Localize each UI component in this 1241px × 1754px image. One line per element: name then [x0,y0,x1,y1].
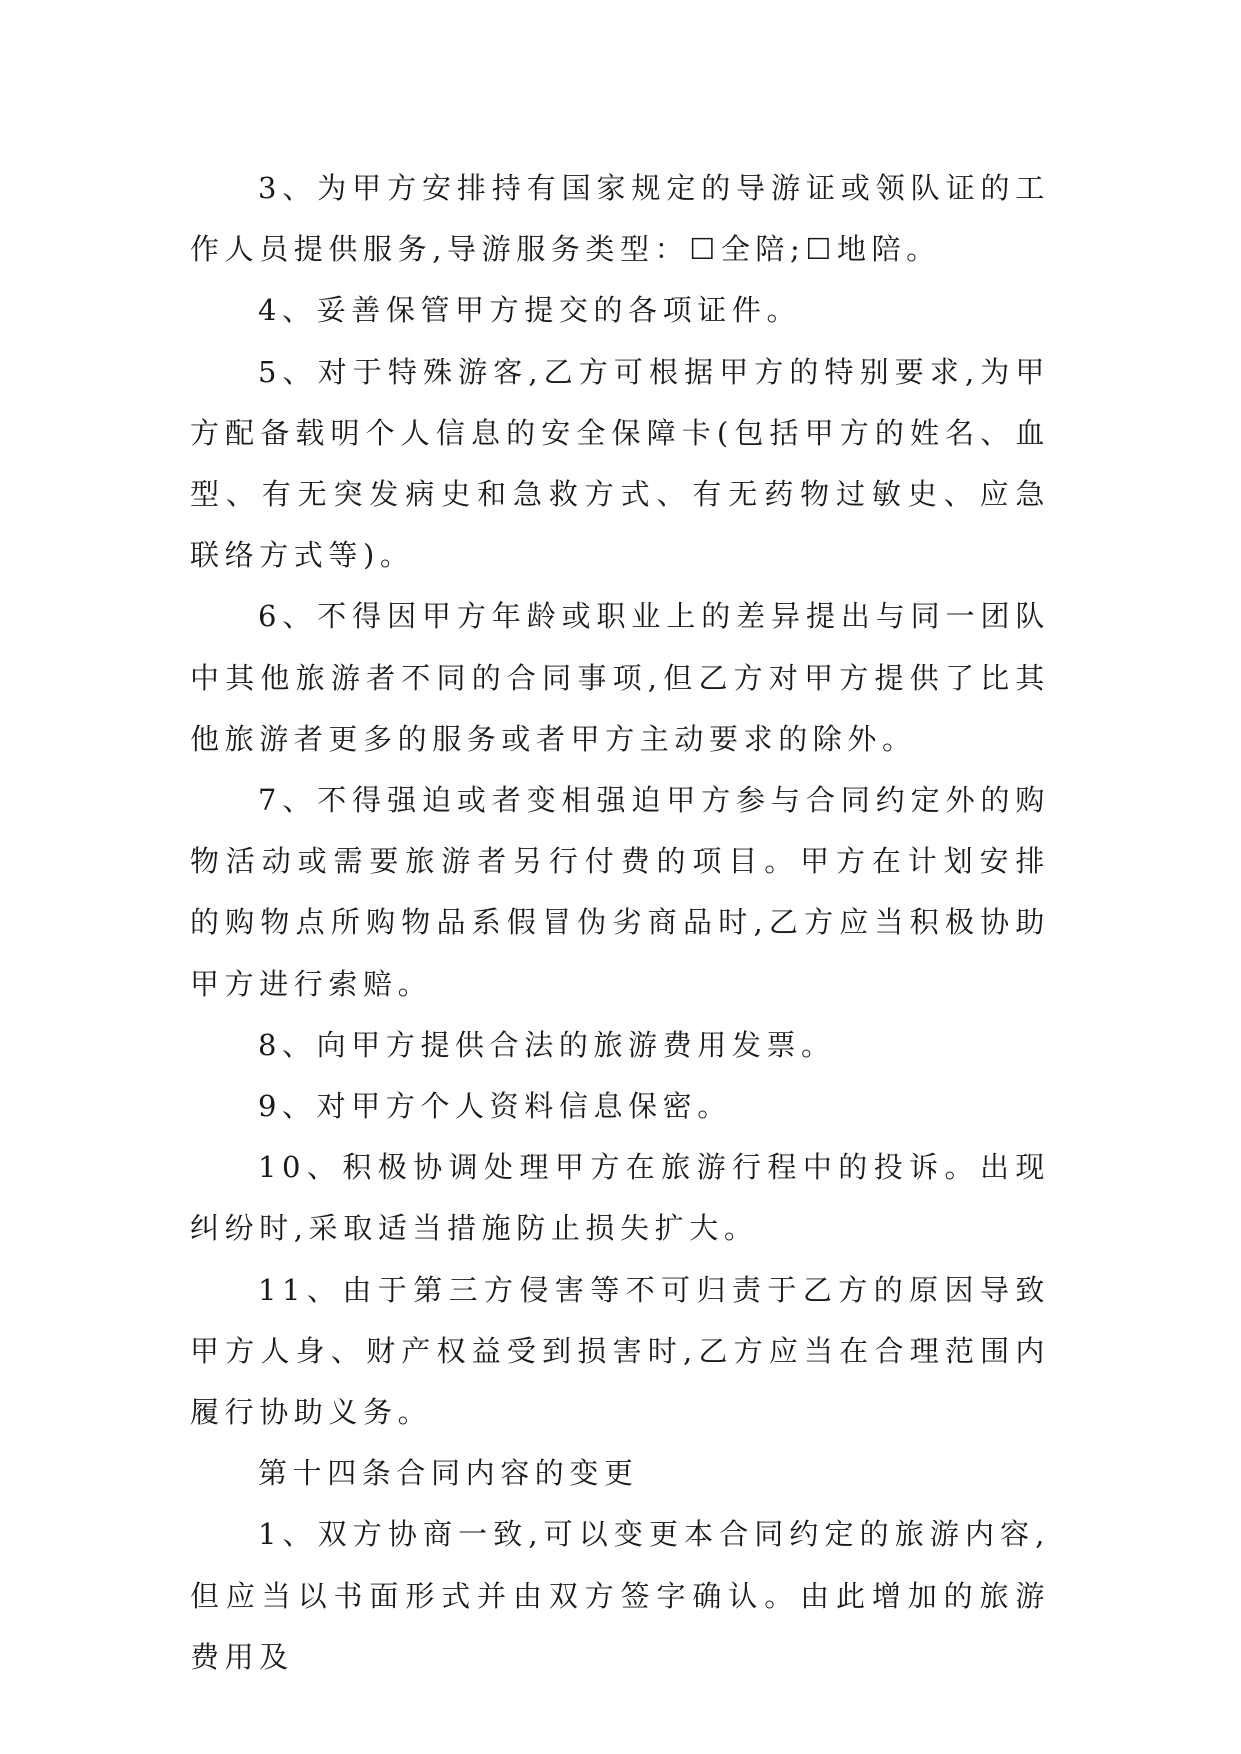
paragraph-item-5: 5、对于特殊游客,乙方可根据甲方的特别要求,为甲方配备载明个人信息的安全保障卡(包括甲方的姓名、血型、有无突发病史和急救方式、有无药物过敏史、应急联络方式等)。 [190,354,1050,573]
paragraph-item-8: 8、向甲方提供合法的旅游费用发票。 [258,1027,836,1062]
paragraph-item-11: 11、由于第三方侵害等不可归责于乙方的原因导致甲方人身、财产权益受到损害时,乙方应当在合理范围内履行协助义务。 [190,1272,1050,1430]
section-heading-article-14: 第十四条合同内容的变更 [258,1456,639,1491]
paragraph-item-6: 6、不得因甲方年龄或职业上的差异提出与同一团队中其他旅游者不同的合同事项,但乙方对甲方提供了比其他旅游者更多的服务或者甲方主动要求的除外。 [190,599,1050,756]
paragraph-item-7: 7、不得强迫或者变相强迫甲方参与合同约定外的购物活动或需要旅游者另行付费的项目。甲方在计划安排的购物点所购物品系假冒伪劣商品时,乙方应当积极协助甲方进行索赔。 [190,783,1050,1001]
paragraph-item-1: 1、双方协商一致,可以变更本合同约定的旅游内容,但应当以书面形式并由双方签字确认。由此增加的旅游费用及 [190,1517,1050,1674]
document-body [190,158,1050,1688]
paragraph-item-10: 10、积极协调处理甲方在旅游行程中的投诉。出现纠纷时,采取适当措施防止损失扩大。 [190,1150,1050,1246]
paragraph-item-3: 3、为甲方安排持有国家规定的导游证或领队证的工作人员提供服务,导游服务类型：☐全陪;☐地陪。 [190,171,1050,267]
paragraph-item-9: 9、对甲方个人资料信息保密。 [258,1089,732,1124]
paragraph-item-4: 4、妥善保管甲方提交的各项证件。 [258,293,802,328]
